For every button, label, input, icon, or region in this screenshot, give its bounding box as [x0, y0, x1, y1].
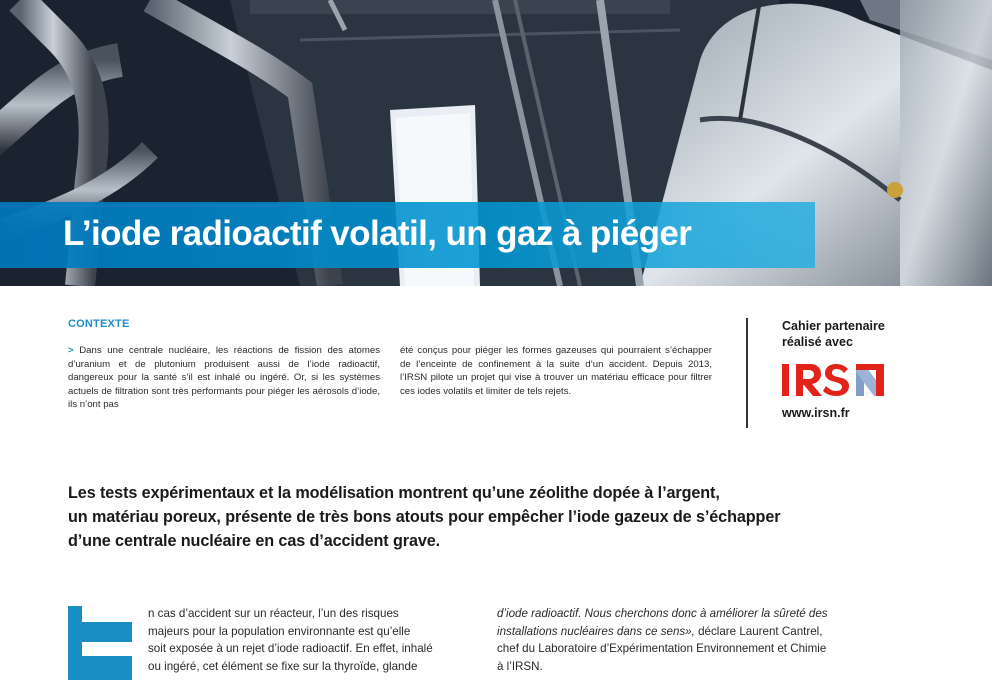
irsn-logo	[780, 360, 910, 405]
lead-paragraph	[68, 481, 868, 553]
lead-line-3: d’une centrale nucléaire en cas d’accident grave.	[68, 532, 441, 550]
body-left-line: n cas d’accident sur un réacteur, l’un des risques	[148, 607, 399, 620]
context-heading: CONTEXTE	[68, 318, 130, 330]
attribution-text: déclare Laurent Cantrel,	[694, 624, 823, 638]
partner-url[interactable]: www.irsn.fr	[782, 406, 850, 420]
lead-line-2: un matériau poreux, présente de très bons atouts pour empêcher l’iode gazeux de s’échapper	[68, 508, 781, 526]
lead-line-1: Les tests expérimentaux et la modélisation montrent qu’une zéolithe dopée à l’argent,	[68, 484, 720, 502]
quote-line-1: d’iode radioactif. Nous cherchons donc à améliorer la sûreté des	[497, 607, 828, 620]
context-text-left	[68, 344, 380, 412]
quote-line-2: installations nucléaires dans ce sens»,	[497, 624, 695, 638]
body-left-line: soit exposée à un rejet d’iode radioactif. En effet, inhalé	[148, 642, 433, 656]
context-left-body: Dans une centrale nucléaire, les réactions de fission des atomes d’uranium et de plutonium produisent aussi de l’iode radioactif, dangereux pour la santé s’il est inhalé ou ingéré. Or, si les systèmes actuels de filtration sont très performants pour piéger les aérosols d’iode, ils n’ont pas	[68, 345, 381, 411]
partner-divider	[746, 318, 748, 428]
body-left-line: majeurs pour la population environnante est qu’elle	[148, 624, 411, 638]
dropcap-block	[68, 606, 132, 680]
body-column-right	[497, 605, 907, 675]
body-left-line: ou ingéré, cet élément se fixe sur la thyroïde, glande	[148, 659, 418, 673]
hero-photo	[0, 0, 992, 286]
context-text-right: été conçus pour piéger les formes gazeuses qui pourraient s’échapper de l’enceinte de confinement à la suite d’un accident. Depuis 2013, l’IRSN pilote un projet qui vise à trouver un matériau efficace pour filtrer ces iodes volatils et limiter de tels rejets.	[400, 345, 712, 397]
page-title: L’iode radioactif volatil, un gaz à piéger	[63, 214, 692, 253]
context-marker: >	[68, 345, 74, 356]
partner-label-line2: réalisé avec	[782, 335, 853, 349]
body-column-left	[148, 605, 478, 675]
author-title-line: chef du Laboratoire d’Expérimentation Environnement et Chimie	[497, 642, 827, 656]
partner-label-line1: Cahier partenaire	[782, 319, 885, 333]
author-org-line: à l’IRSN.	[497, 659, 543, 673]
partner-label	[782, 318, 932, 350]
